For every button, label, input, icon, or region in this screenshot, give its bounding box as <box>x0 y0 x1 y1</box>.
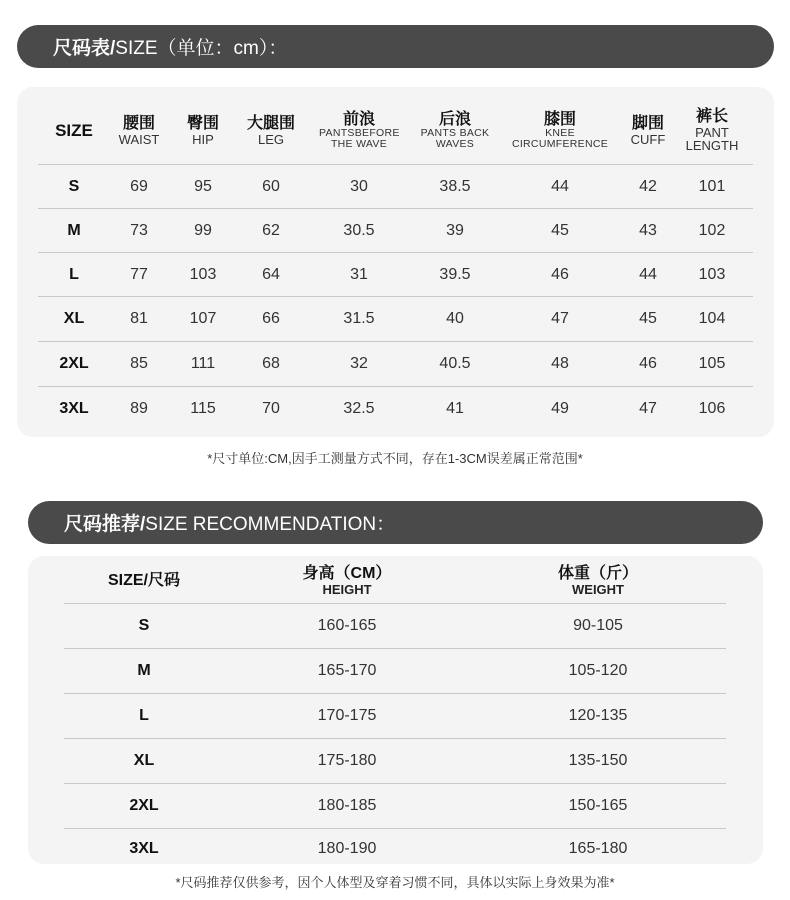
size-recommendation-banner-bold: 尺码推荐/ <box>64 514 146 535</box>
back-rise-value: 39.5 <box>439 265 471 283</box>
front-rise-value: 31.5 <box>343 310 375 327</box>
waist-value: 77 <box>130 265 148 283</box>
size-chart-banner <box>17 25 774 68</box>
table-row <box>38 164 753 208</box>
leg-value: 60 <box>262 177 280 195</box>
header-cuff: 脚围 CUFF <box>630 114 666 147</box>
hip-value: 103 <box>189 265 217 283</box>
hip-value: 111 <box>190 355 216 372</box>
size-chart-banner-bold: 尺码表/ <box>53 38 116 59</box>
size-label: M <box>67 221 81 239</box>
knee-value: 44 <box>551 177 569 195</box>
height-range: 180-185 <box>317 797 377 814</box>
header-leg: 大腿围 LEG <box>246 114 295 147</box>
size-label: XL <box>133 752 155 769</box>
leg-value: 62 <box>262 221 280 239</box>
size-recommendation-table <box>64 560 726 869</box>
pant-length-value: 103 <box>698 265 726 283</box>
pant-length-value: 105 <box>698 355 726 372</box>
front-rise-value: 32.5 <box>343 400 375 417</box>
size-chart-header-row <box>38 98 753 164</box>
cuff-value: 43 <box>639 221 657 239</box>
weight-range: 90-105 <box>573 617 623 634</box>
size-recommendation-banner <box>28 501 763 544</box>
leg-value: 66 <box>262 310 280 327</box>
size-chart-table <box>38 98 753 431</box>
waist-value: 69 <box>130 177 148 195</box>
back-rise-value: 40.5 <box>439 355 471 372</box>
table-row <box>64 828 726 869</box>
height-range: 175-180 <box>317 752 377 769</box>
pant-length-value: 102 <box>698 221 726 239</box>
pant-length-value: 106 <box>698 400 726 417</box>
height-range: 160-165 <box>317 617 377 634</box>
knee-value: 46 <box>551 265 569 283</box>
front-rise-value: 30.5 <box>343 221 375 239</box>
hip-value: 95 <box>194 177 212 195</box>
size-chart-banner-text: SIZE（单位：cm）： <box>115 38 288 59</box>
table-row <box>38 296 753 341</box>
pant-length-value: 104 <box>698 310 726 327</box>
hip-value: 99 <box>194 221 212 239</box>
cuff-value: 44 <box>639 265 657 283</box>
front-rise-value: 31 <box>350 265 368 283</box>
waist-value: 73 <box>130 221 148 239</box>
cuff-value: 46 <box>639 355 657 372</box>
size-label: L <box>139 707 149 724</box>
weight-range: 150-165 <box>568 797 628 814</box>
table-row <box>64 648 726 693</box>
size-label: L <box>69 265 79 283</box>
back-rise-value: 38.5 <box>439 177 471 195</box>
front-rise-value: 30 <box>350 177 368 195</box>
pant-length-value: 101 <box>698 177 726 195</box>
table-row <box>64 603 726 648</box>
cuff-value: 42 <box>639 177 657 195</box>
table-row <box>38 208 753 252</box>
table-row <box>38 386 753 431</box>
weight-range: 135-150 <box>568 752 628 769</box>
header-weight: 体重（斤） WEIGHT <box>557 565 638 598</box>
header-knee: 膝围 KNEE CIRCUMFERENCE <box>511 110 609 151</box>
back-rise-value: 40 <box>446 310 464 327</box>
knee-value: 48 <box>551 355 569 372</box>
knee-value: 45 <box>551 221 569 239</box>
height-range: 170-175 <box>317 707 377 724</box>
table-row <box>38 252 753 296</box>
back-rise-value: 41 <box>446 400 464 417</box>
size-label: XL <box>63 310 85 327</box>
height-range: 165-170 <box>317 662 377 679</box>
knee-value: 49 <box>551 400 569 417</box>
cuff-value: 45 <box>639 310 657 327</box>
waist-value: 85 <box>130 355 148 372</box>
cuff-value: 47 <box>639 400 657 417</box>
size-label: 3XL <box>59 400 89 417</box>
size-label: 2XL <box>129 797 159 814</box>
leg-value: 70 <box>262 400 280 417</box>
waist-value: 89 <box>130 400 148 417</box>
table-row <box>38 341 753 386</box>
size-label: 3XL <box>129 840 159 857</box>
back-rise-value: 39 <box>446 221 464 239</box>
table-row <box>64 738 726 783</box>
header-size-cn: SIZE/尺码 <box>107 572 180 590</box>
size-recommendation-note: *尺码推荐仅供参考，因个人体型及穿着习惯不同，具体以实际上身效果为准* <box>175 875 615 890</box>
hip-value: 107 <box>189 310 217 327</box>
header-waist: 腰围 WAIST <box>118 114 160 147</box>
size-label: S <box>68 177 80 195</box>
header-back-rise: 后浪 PANTS BACK WAVES <box>420 110 490 151</box>
leg-value: 68 <box>262 355 280 372</box>
weight-range: 165-180 <box>568 840 628 857</box>
header-pant-length: 裤长 PANT LENGTH <box>685 107 739 154</box>
header-hip: 臀围 HIP <box>186 114 219 147</box>
leg-value: 64 <box>262 265 280 283</box>
size-chart-note: *尺寸单位:CM,因手工测量方式不同，存在1-3CM误差属正常范围* <box>207 451 583 466</box>
size-label: M <box>137 662 151 679</box>
header-height: 身高（CM） HEIGHT <box>302 565 392 598</box>
size-label: S <box>138 617 150 634</box>
knee-value: 47 <box>551 310 569 327</box>
height-range: 180-190 <box>317 840 377 857</box>
header-size: SIZE <box>55 120 93 140</box>
table-row <box>64 783 726 828</box>
header-front-rise: 前浪 PANTSBEFORE THE WAVE <box>319 110 400 151</box>
waist-value: 81 <box>130 310 148 327</box>
size-label: 2XL <box>59 355 89 372</box>
table-row <box>64 693 726 738</box>
size-recommendation-header-row <box>64 560 726 603</box>
front-rise-value: 32 <box>350 355 368 372</box>
hip-value: 115 <box>190 400 216 417</box>
size-recommendation-banner-text: SIZE RECOMMENDATION： <box>145 514 396 535</box>
weight-range: 120-135 <box>568 707 628 724</box>
weight-range: 105-120 <box>568 662 628 679</box>
